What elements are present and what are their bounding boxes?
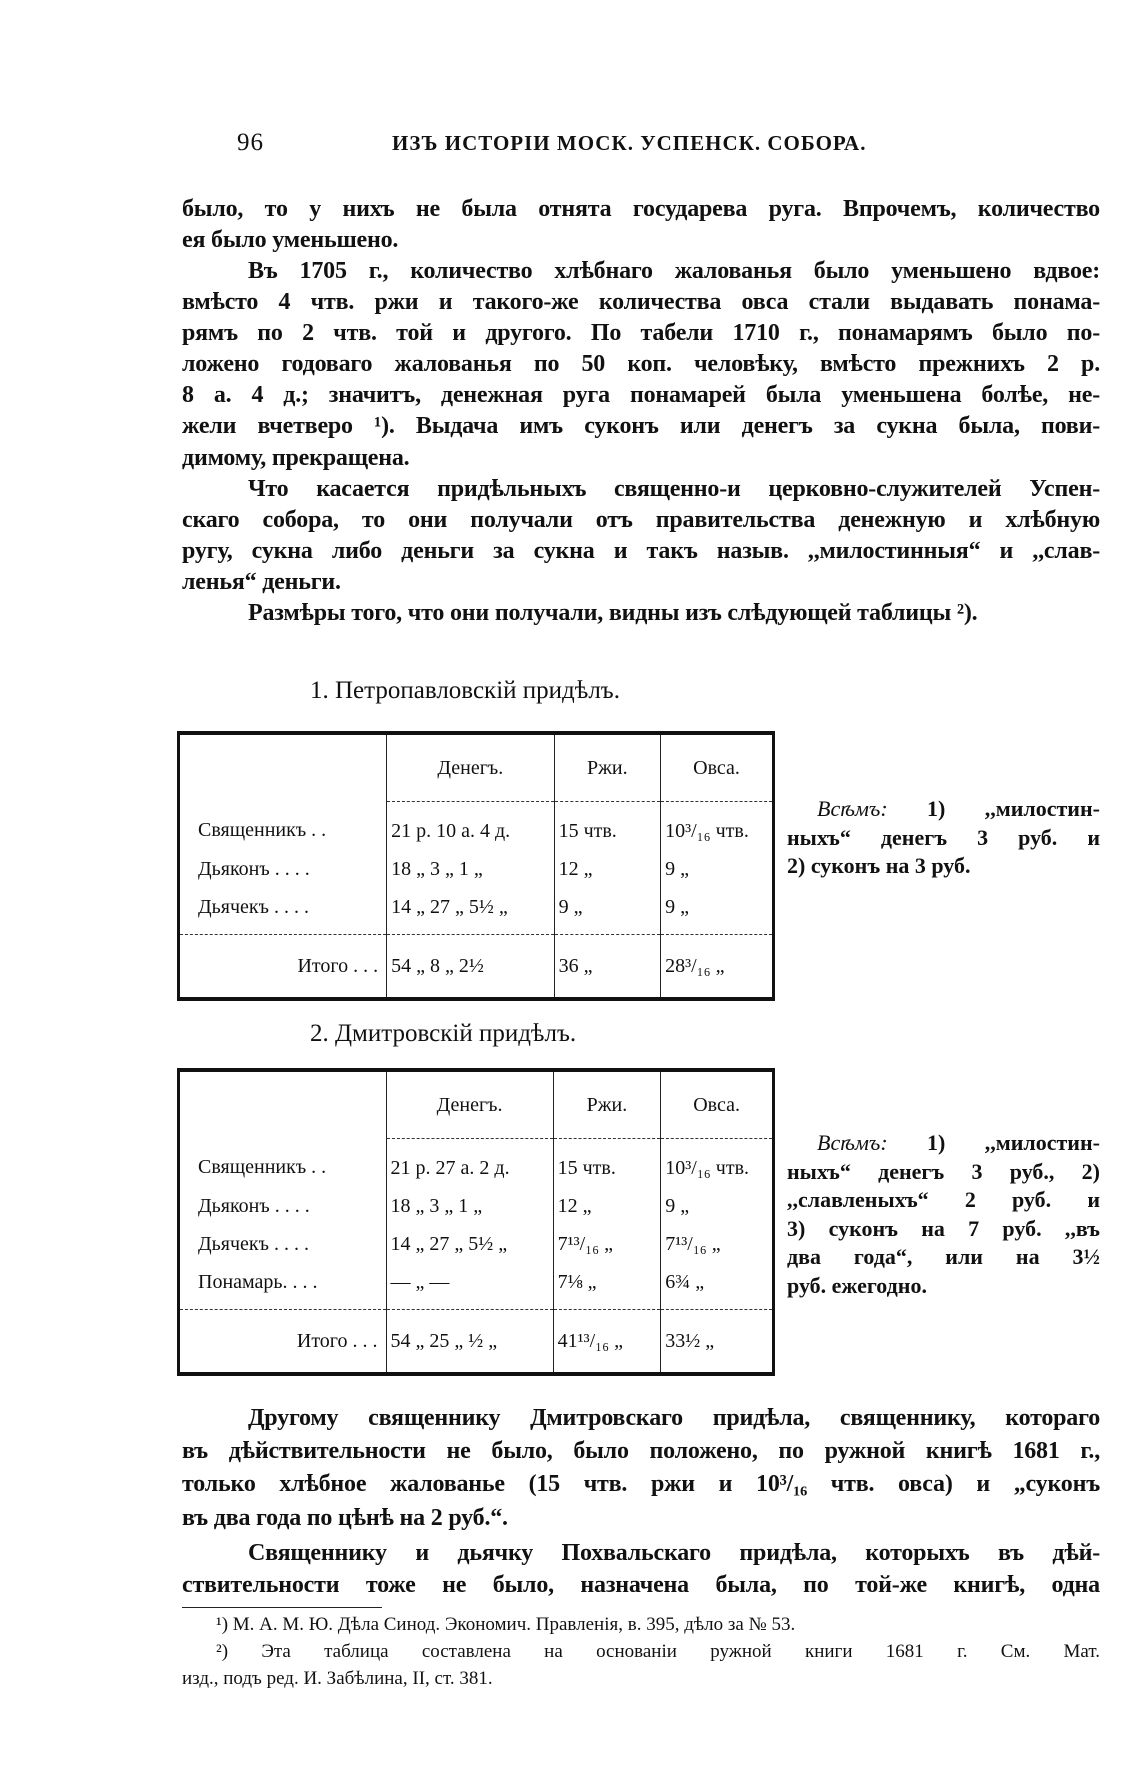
row-label: Дьяконъ . . . . — [198, 857, 310, 880]
table-row — [179, 1187, 774, 1225]
header-blank — [179, 1070, 387, 1139]
note-line: ,,славленыхъ“ 2 руб. и — [787, 1187, 1100, 1212]
total-cell: 33½ „ — [661, 1310, 774, 1375]
text-line: Размѣры того, что они получали, видны изъ слѣдующей таблицы ²). — [248, 599, 978, 626]
column-header: Ржи. — [553, 1070, 661, 1139]
row-cell: 15 чтв. — [553, 1139, 661, 1188]
text-line: рямъ по 2 чтв. той и другого. По табели 1710 г., понамарямъ было по- — [182, 320, 1100, 347]
total-label: Итого . . . — [179, 1310, 387, 1375]
text-line: вмѣсто 4 чтв. ржи и такого-же количества овса стали выдавать понама- — [182, 289, 1100, 316]
text-line: только хлѣбное жалованье (15 чтв. ржи и 10³/₁₆ чтв. овса) и „суконъ — [182, 1471, 1100, 1497]
row-cell: 10³/₁₆ чтв. — [661, 802, 774, 851]
column-header: Овса. — [661, 1070, 774, 1139]
note-line: 2) суконъ на 3 руб. — [787, 853, 971, 878]
footnote-2: ²) Эта таблица составлена на основаніи ружной книги 1681 г. См. Мат. — [216, 1641, 1100, 1662]
text-line: ложено годоваго жалованья по 50 коп. человѣку, вмѣсто прежнихъ 2 р. — [182, 351, 1100, 378]
note-line: руб. ежегодно. — [787, 1272, 927, 1298]
row-cell: 15 чтв. — [554, 802, 661, 851]
text-line: Что касается придѣльныхъ священно-и церковно-служителей Успен- — [248, 475, 1100, 502]
column-header: Ржи. — [554, 733, 661, 802]
note-line: ныхъ“ денегъ 3 руб. и — [787, 824, 1100, 850]
row-cell: 9 „ — [554, 888, 661, 935]
running-title: ИЗЪ ИСТОРІИ МОСК. УСПЕНСК. СОБОРА. — [392, 131, 867, 155]
text-line: въ дѣйствительности не было, было положено, по ружной книгѣ 1681 г., — [182, 1438, 1100, 1464]
row-cell: 18 „ 3 „ 1 „ — [387, 850, 554, 888]
row-label: Дьяконъ . . . . — [198, 1194, 310, 1217]
table-row — [179, 802, 774, 851]
text-line: ея было уменьшено. — [182, 227, 399, 254]
text-line: было, то у нихъ не была отнята государева руга. Впрочемъ, количество — [182, 196, 1100, 222]
text-line: Въ 1705 г., количество хлѣбнаго жалованья было уменьшено вдвое: — [248, 258, 1100, 285]
row-cell: 21 р. 10 а. 4 д. — [387, 802, 554, 851]
total-row — [179, 1310, 774, 1375]
text-line: 8 а. 4 д.; значитъ, денежная руга понамарей была уменьшена болѣе, не- — [182, 382, 1100, 409]
row-cell: 14 „ 27 „ 5½ „ — [387, 888, 554, 935]
table1-title: 1. Петропавловскій придѣлъ. — [310, 677, 620, 704]
text-line: димому, прекращена. — [182, 444, 410, 471]
row-cell: 7¹³/₁₆ „ — [661, 1225, 774, 1263]
row-cell: 14 „ 27 „ 5½ „ — [386, 1225, 553, 1263]
footnote-1: ¹) М. А. М. Ю. Дѣла Синод. Экономич. Правленія, в. 395, дѣло за № 53. — [216, 1614, 796, 1635]
table2-title: 2. Дмитровскій придѣлъ. — [310, 1020, 577, 1047]
table2 — [177, 1068, 775, 1376]
column-header: Овса. — [661, 733, 774, 802]
text-line: скаго собора, то они получали отъ правительства денежную и хлѣбную — [182, 506, 1100, 533]
header-blank — [179, 733, 387, 802]
row-cell: 6¾ „ — [661, 1263, 774, 1310]
row-label: Дьячекъ . . . . — [198, 1232, 309, 1255]
total-label: Итого . . . — [179, 935, 387, 1000]
total-cell: 36 „ — [554, 935, 661, 1000]
note-line: Всѣмъ: 1) ,,милостин- — [817, 1130, 1100, 1155]
total-cell: 28³/₁₆ „ — [661, 935, 774, 1000]
text-line: жели вчетверо ¹). Выдача имъ суконъ или денегъ за сукна была, пови- — [182, 413, 1100, 440]
row-cell: 7⅛ „ — [553, 1263, 661, 1310]
row-label: Дьячекъ . . . . — [198, 895, 309, 918]
total-cell: 54 „ 8 „ 2½ — [387, 935, 554, 1000]
footnote-rule — [182, 1607, 382, 1608]
row-cell: 7¹³/₁₆ „ — [553, 1225, 661, 1263]
row-label: Священникъ . . — [198, 1156, 327, 1179]
table-row — [179, 850, 774, 888]
table-row — [179, 1263, 774, 1310]
note-line: два года“, или на 3½ — [787, 1244, 1100, 1269]
total-row — [179, 935, 774, 1000]
row-cell: 9 „ — [661, 1187, 774, 1225]
text-line: ствительности тоже не было, назначена была, по той-же книгѣ, одна — [182, 1572, 1100, 1598]
row-cell: 12 „ — [553, 1187, 661, 1225]
row-cell: 10³/₁₆ чтв. — [661, 1139, 774, 1188]
column-header: Денегъ. — [387, 733, 554, 802]
footnote-2-cont: изд., подъ ред. И. Забѣлина, II, ст. 381. — [182, 1668, 493, 1689]
table-row — [179, 888, 774, 935]
row-label: Священникъ . . — [198, 819, 327, 842]
table-header-row — [179, 733, 774, 802]
text-line: ленья“ деньги. — [182, 568, 341, 595]
note-line: ныхъ“ денегъ 3 руб., 2) — [787, 1158, 1100, 1184]
row-cell: 9 „ — [661, 888, 774, 935]
row-cell: 21 р. 27 а. 2 д. — [386, 1139, 553, 1188]
text-line: Другому священнику Дмитровскаго придѣла, священнику, котораго — [248, 1405, 1100, 1431]
table1 — [177, 731, 775, 1001]
text-line: ругу, сукна либо деньги за сукна и такъ назыв. ,,милостинныя“ и ,,слав- — [182, 537, 1100, 564]
row-label: Понамарь. . . . — [198, 1270, 318, 1293]
row-cell: 18 „ 3 „ 1 „ — [386, 1187, 553, 1225]
note-line: 3) суконъ на 7 руб. ,,въ — [787, 1215, 1100, 1241]
note-line: Всѣмъ: 1) ,,милостин- — [817, 796, 1100, 821]
row-cell: — „ — — [386, 1263, 553, 1310]
table-row — [179, 1139, 774, 1188]
page-number: 96 — [237, 129, 264, 156]
row-cell: 12 „ — [554, 850, 661, 888]
total-cell: 54 „ 25 „ ½ „ — [386, 1310, 553, 1375]
total-cell: 41¹³/₁₆ „ — [553, 1310, 661, 1375]
note-label: Всѣмъ: — [817, 796, 888, 821]
row-cell: 9 „ — [661, 850, 774, 888]
column-header: Денегъ. — [386, 1070, 553, 1139]
note-label: Всѣмъ: — [817, 1130, 888, 1155]
table-row — [179, 1225, 774, 1263]
text-line: въ два года по цѣнѣ на 2 руб.“. — [182, 1505, 508, 1531]
text-line: Священнику и дьячку Похвальскаго придѣла, которыхъ въ дѣй- — [248, 1540, 1100, 1566]
table-header-row — [179, 1070, 774, 1139]
